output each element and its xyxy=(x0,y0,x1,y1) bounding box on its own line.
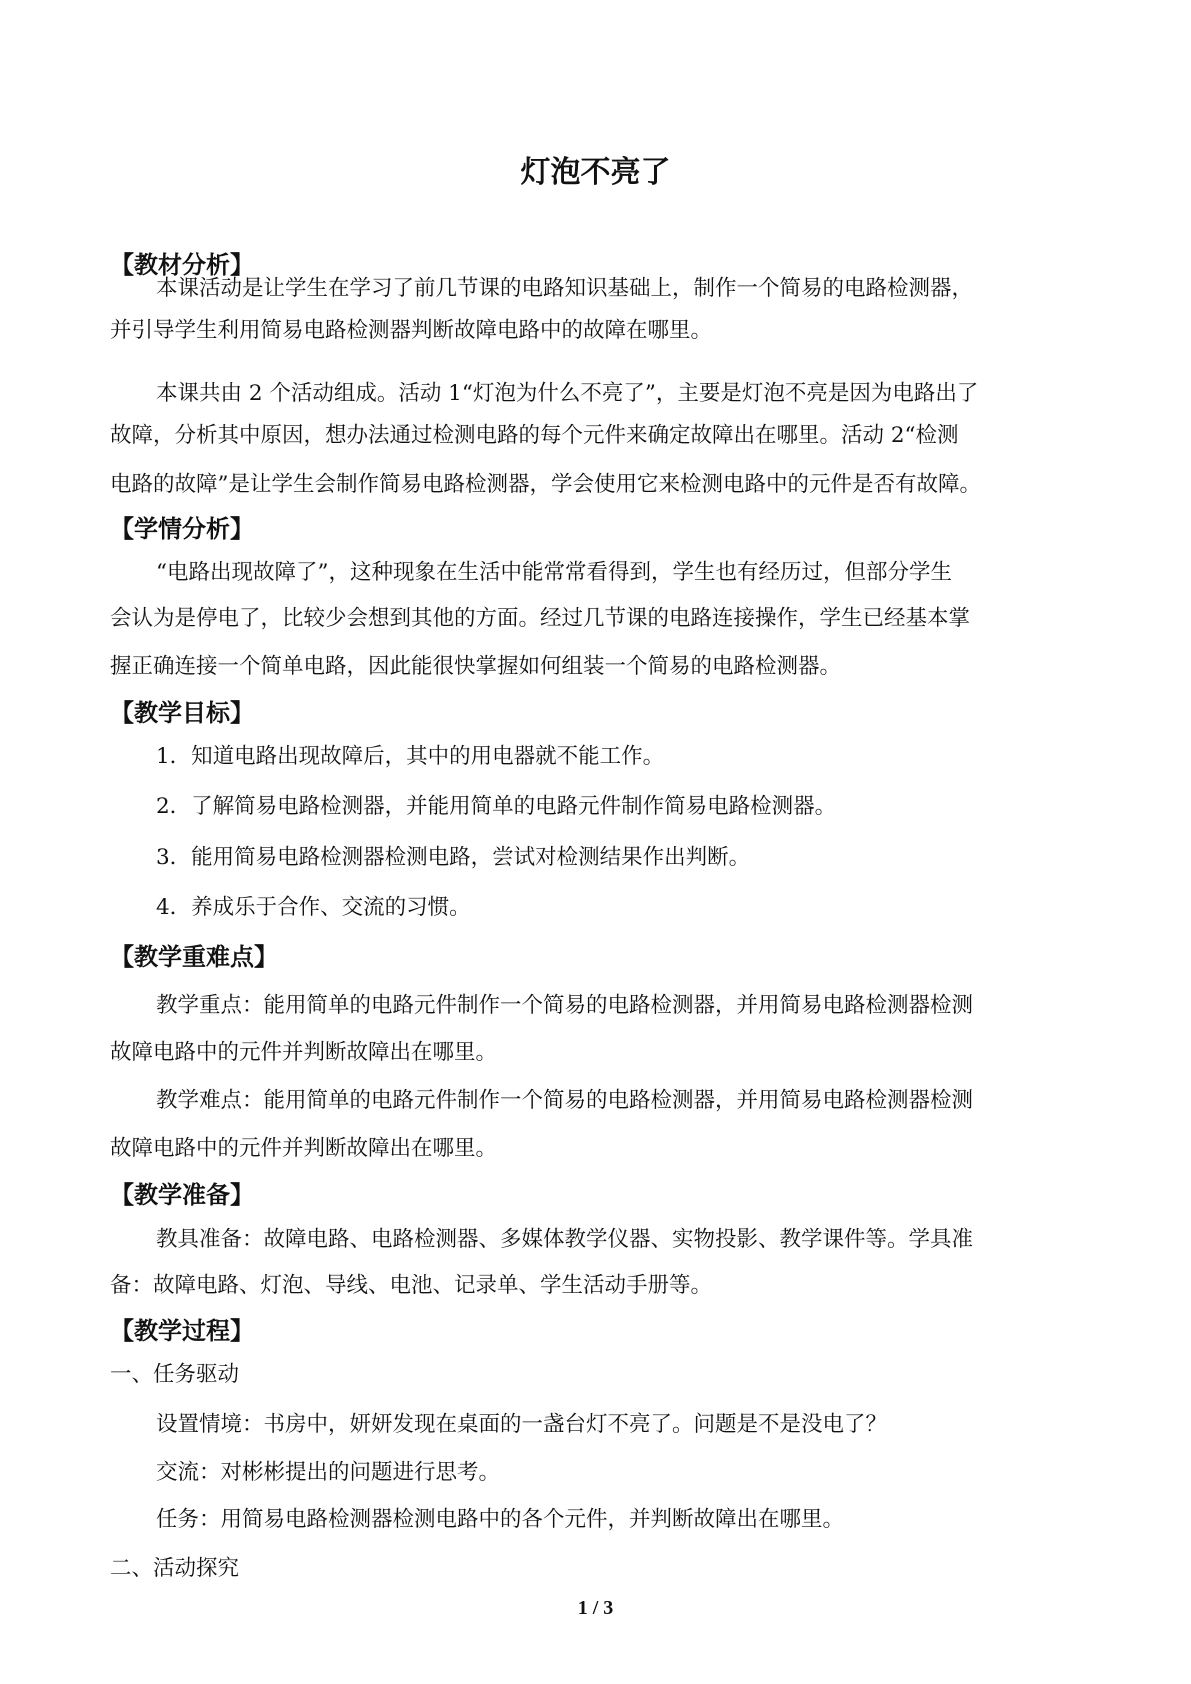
paragraph-line: 会认为是停电了，比较少会想到其他的方面。经过几节课的电路连接操作，学生已经基本掌 xyxy=(110,606,971,631)
heading-student-analysis: 【学情分析】 xyxy=(110,515,254,543)
paragraph-line: 故障电路中的元件并判断故障出在哪里。 xyxy=(110,1040,498,1065)
list-item: 1．知道电路出现故障后，其中的用电器就不能工作。 xyxy=(156,744,665,769)
paragraph-line: “电路出现故障了”，这种现象在生活中能常常看得到，学生也有经历过，但部分学生 xyxy=(156,560,952,585)
paragraph-line: 备：故障电路、灯泡、导线、电池、记录单、学生活动手册等。 xyxy=(110,1273,713,1298)
paragraph-line: 教学难点：能用简单的电路元件制作一个简易的电路检测器，并用简易电路检测器检测 xyxy=(156,1088,974,1113)
paragraph-line: 交流：对彬彬提出的问题进行思考。 xyxy=(156,1460,501,1485)
list-item: 2．了解简易电路检测器，并能用简单的电路元件制作简易电路检测器。 xyxy=(156,794,837,819)
heading-teaching-process: 【教学过程】 xyxy=(110,1317,254,1345)
subsection-title: 二、活动探究 xyxy=(110,1556,240,1581)
paragraph-line: 并引导学生利用简易电路检测器判断故障电路中的故障在哪里。 xyxy=(110,318,713,343)
paragraph-line: 教学重点：能用简单的电路元件制作一个简易的电路检测器，并用简易电路检测器检测 xyxy=(156,993,974,1018)
paragraph-line: 设置情境：书房中，妍妍发现在桌面的一盏台灯不亮了。问题是不是没电了？ xyxy=(156,1412,888,1437)
page-number: 1 / 3 xyxy=(577,1597,614,1619)
list-item: 4．养成乐于合作、交流的习惯。 xyxy=(156,895,471,920)
heading-teaching-preparation: 【教学准备】 xyxy=(110,1181,254,1209)
heading-key-points: 【教学重难点】 xyxy=(110,943,278,971)
paragraph-line: 任务：用简易电路检测器检测电路中的各个元件，并判断故障出在哪里。 xyxy=(156,1507,845,1532)
paragraph-line: 电路的故障”是让学生会制作简易电路检测器，学会使用它来检测电路中的元件是否有故障。 xyxy=(110,472,981,497)
paragraph-line: 本课活动是让学生在学习了前几节课的电路知识基础上，制作一个简易的电路检测器， xyxy=(156,276,974,301)
list-item: 3．能用简易电路检测器检测电路，尝试对检测结果作出判断。 xyxy=(156,845,751,870)
paragraph-line: 握正确连接一个简单电路，因此能很快掌握如何组装一个简易的电路检测器。 xyxy=(110,654,842,679)
paragraph-line: 本课共由 2 个活动组成。活动 1“灯泡为什么不亮了”，主要是灯泡不亮是因为电路出了 xyxy=(156,381,979,406)
paragraph-line: 故障，分析其中原因，想办法通过检测电路的每个元件来确定故障出在哪里。活动 2“检测 xyxy=(110,423,959,448)
document-title: 灯泡不亮了 xyxy=(520,155,671,190)
paragraph-line: 教具准备：故障电路、电路检测器、多媒体教学仪器、实物投影、教学课件等。学具准 xyxy=(156,1227,974,1252)
heading-textbook-analysis: 【教材分析】 xyxy=(110,251,254,279)
paragraph-line: 故障电路中的元件并判断故障出在哪里。 xyxy=(110,1136,498,1161)
heading-teaching-goals: 【教学目标】 xyxy=(110,699,254,727)
subsection-title: 一、任务驱动 xyxy=(110,1362,240,1387)
